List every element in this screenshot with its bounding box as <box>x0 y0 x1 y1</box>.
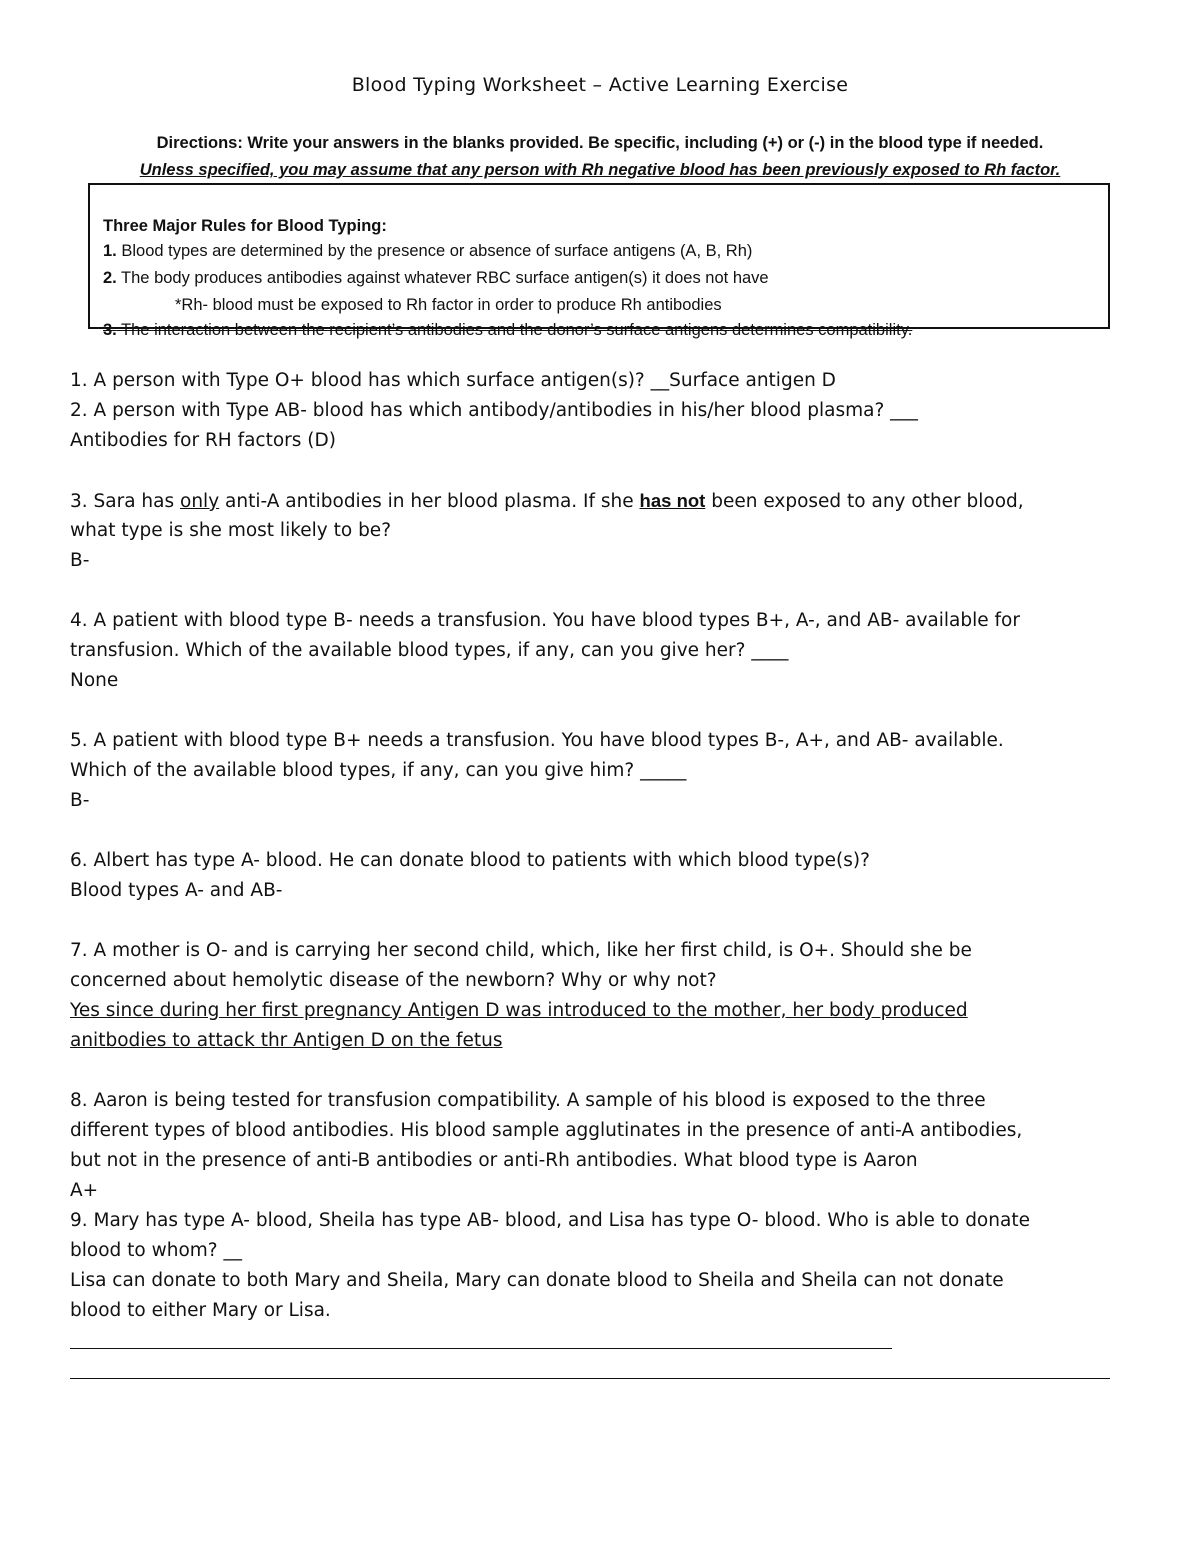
question-3-only-emphasis: only <box>180 491 220 512</box>
answer-blank-line-2 <box>70 1378 1110 1379</box>
question-3-part-a: 3. Sara has <box>70 491 181 512</box>
rule-1 <box>103 242 752 261</box>
question-4-line-1: 4. A patient with blood type B- needs a transfusion. You have blood types B+, A-, and AB- available for <box>70 610 1020 631</box>
question-3 <box>70 486 1130 517</box>
answer-9-line-1: Lisa can donate to both Mary and Sheila, Mary can donate blood to Sheila and Sheila can not donate <box>70 1270 1004 1291</box>
question-5-line-2: Which of the available blood types, if any, can you give him? _____ <box>70 760 687 781</box>
question-2: 2. A person with Type AB- blood has which antibody/antibodies in his/her blood plasma? ___ <box>70 400 918 421</box>
question-4-line-2: transfusion. Which of the available blood types, if any, can you give her? ____ <box>70 640 789 661</box>
question-3-line-2: what type is she most likely to be? <box>70 520 392 541</box>
answer-7-text-2: anitbodies to attack thr Antigen D on the fetus <box>70 1030 503 1051</box>
question-6: 6. Albert has type A- blood. He can donate blood to patients with which blood type(s)? <box>70 850 870 871</box>
rule-3-number: 3. <box>103 321 117 339</box>
question-9-line-1: 9. Mary has type A- blood, Sheila has type AB- blood, and Lisa has type O- blood. Who is able to donate <box>70 1210 1030 1231</box>
answer-5: B- <box>70 790 90 811</box>
question-8-line-1: 8. Aaron is being tested for transfusion compatibility. A sample of his blood is exposed to the three <box>70 1090 986 1111</box>
answer-9-line-2: blood to either Mary or Lisa. <box>70 1300 331 1321</box>
question-3-part-c: been exposed to any other blood, <box>705 491 1024 512</box>
worksheet-title: Blood Typing Worksheet – Active Learning Exercise <box>351 74 849 96</box>
assumption-note: Unless specified, you may assume that any person with Rh negative blood has been previously exposed to Rh factor. <box>139 161 1061 179</box>
answer-7-line-2 <box>70 1026 1130 1056</box>
answer-8: A+ <box>70 1180 99 1201</box>
answer-6: Blood types A- and AB- <box>70 880 283 901</box>
rule-2-number: 2. <box>103 269 117 287</box>
rule-3-text: The interaction between the recipient’s antibodies and the donor’s surface antigens determines compatibility. <box>116 321 913 339</box>
question-7-line-2: concerned about hemolytic disease of the newborn? Why or why not? <box>70 970 717 991</box>
rule-2-text: The body produces antibodies against whatever RBC surface antigen(s) it does not have <box>116 269 769 287</box>
answer-7-line-1 <box>70 996 1130 1026</box>
question-3-part-b: anti-A antibodies in her blood plasma. If she <box>219 491 640 512</box>
answer-4: None <box>70 670 119 691</box>
rule-2-note: *Rh- blood must be exposed to Rh factor in order to produce Rh antibodies <box>175 296 722 314</box>
rule-2 <box>103 269 769 288</box>
question-8-line-2: different types of blood antibodies. His blood sample agglutinates in the presence of anti-A antibodies, <box>70 1120 1023 1141</box>
rule-1-number: 1. <box>103 242 117 260</box>
answer-2: Antibodies for RH factors (D) <box>70 430 336 451</box>
question-3-has-not-emphasis: has not <box>639 490 706 511</box>
answer-blank-line-1 <box>70 1348 892 1349</box>
question-1: 1. A person with Type O+ blood has which surface antigen(s)? __Surface antigen D <box>70 370 836 391</box>
rules-heading: Three Major Rules for Blood Typing: <box>103 217 387 235</box>
question-9-line-2: blood to whom? __ <box>70 1240 242 1261</box>
question-7-line-1: 7. A mother is O- and is carrying her second child, which, like her first child, is O+. Should she be <box>70 940 972 961</box>
rule-1-text: Blood types are determined by the presence or absence of surface antigens (A, B, Rh) <box>116 242 753 260</box>
rule-3 <box>103 321 912 340</box>
answer-3: B- <box>70 550 90 571</box>
question-8-line-3: but not in the presence of anti-B antibodies or anti-Rh antibodies. What blood type is Aaron <box>70 1150 918 1171</box>
answer-7-text-1: Yes since during her first pregnancy Antigen D was introduced to the mother, her body produced <box>70 1000 968 1021</box>
rules-box <box>88 183 1110 339</box>
directions-text: Directions: Write your answers in the blanks provided. Be specific, including (+) or (-) in the blood type if needed. <box>156 134 1044 152</box>
question-5-line-1: 5. A patient with blood type B+ needs a transfusion. You have blood types B-, A+, and AB- available. <box>70 730 1004 751</box>
